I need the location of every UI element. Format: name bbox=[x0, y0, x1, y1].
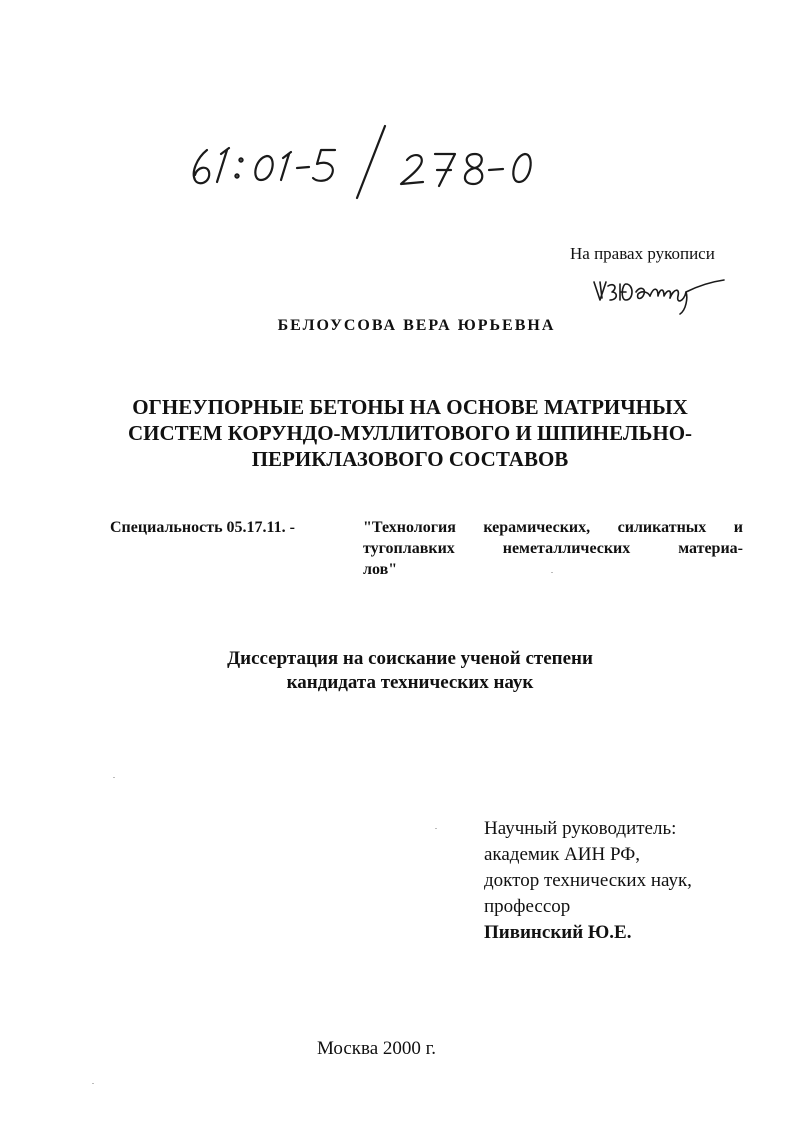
specialty-line: "Технология керамических, силикатных и bbox=[363, 519, 743, 536]
signature-handwriting bbox=[588, 262, 728, 318]
supervisor-role: Научный руководитель: bbox=[484, 818, 677, 839]
author-signature bbox=[588, 262, 728, 318]
supervisor-name: Пивинский Ю.Е. bbox=[484, 922, 632, 943]
scan-speck bbox=[435, 828, 437, 829]
degree-line: Диссертация на соискание ученой степени bbox=[227, 648, 593, 669]
archive-number-handwriting bbox=[185, 120, 545, 200]
supervisor-line: академик АИН РФ, bbox=[484, 844, 640, 865]
city-year: Москва 2000 г. bbox=[316, 1038, 437, 1059]
supervisor-line: профессор bbox=[484, 896, 571, 917]
specialty-label: Специальность 05.17.11. - bbox=[110, 519, 295, 536]
scan-speck bbox=[113, 777, 115, 778]
dissertation-title bbox=[80, 394, 740, 472]
author-name: БЕЛОУСОВА ВЕРА ЮРЬЕВНА bbox=[277, 317, 556, 334]
specialty-line: тугоплавких неметаллических материа- bbox=[363, 540, 743, 557]
scan-speck bbox=[551, 572, 553, 573]
title-line: ОГНЕУПОРНЫЕ БЕТОНЫ НА ОСНОВЕ МАТРИЧНЫХ bbox=[132, 395, 688, 419]
specialty-line: лов" bbox=[363, 561, 398, 578]
title-line: ПЕРИКЛАЗОВОГО СОСТАВОВ bbox=[251, 447, 569, 471]
title-line: СИСТЕМ КОРУНДО-МУЛЛИТОВОГО И ШПИНЕЛЬНО- bbox=[127, 421, 693, 445]
handwritten-archive-number bbox=[185, 120, 545, 200]
scan-speck bbox=[92, 1083, 94, 1084]
supervisor-block bbox=[484, 816, 692, 946]
supervisor-line: доктор технических наук, bbox=[484, 870, 692, 891]
degree-line: кандидата технических наук bbox=[286, 672, 534, 693]
rights-note: На правах рукописи bbox=[570, 244, 715, 263]
specialty-text bbox=[363, 517, 743, 580]
degree-statement bbox=[80, 647, 740, 695]
